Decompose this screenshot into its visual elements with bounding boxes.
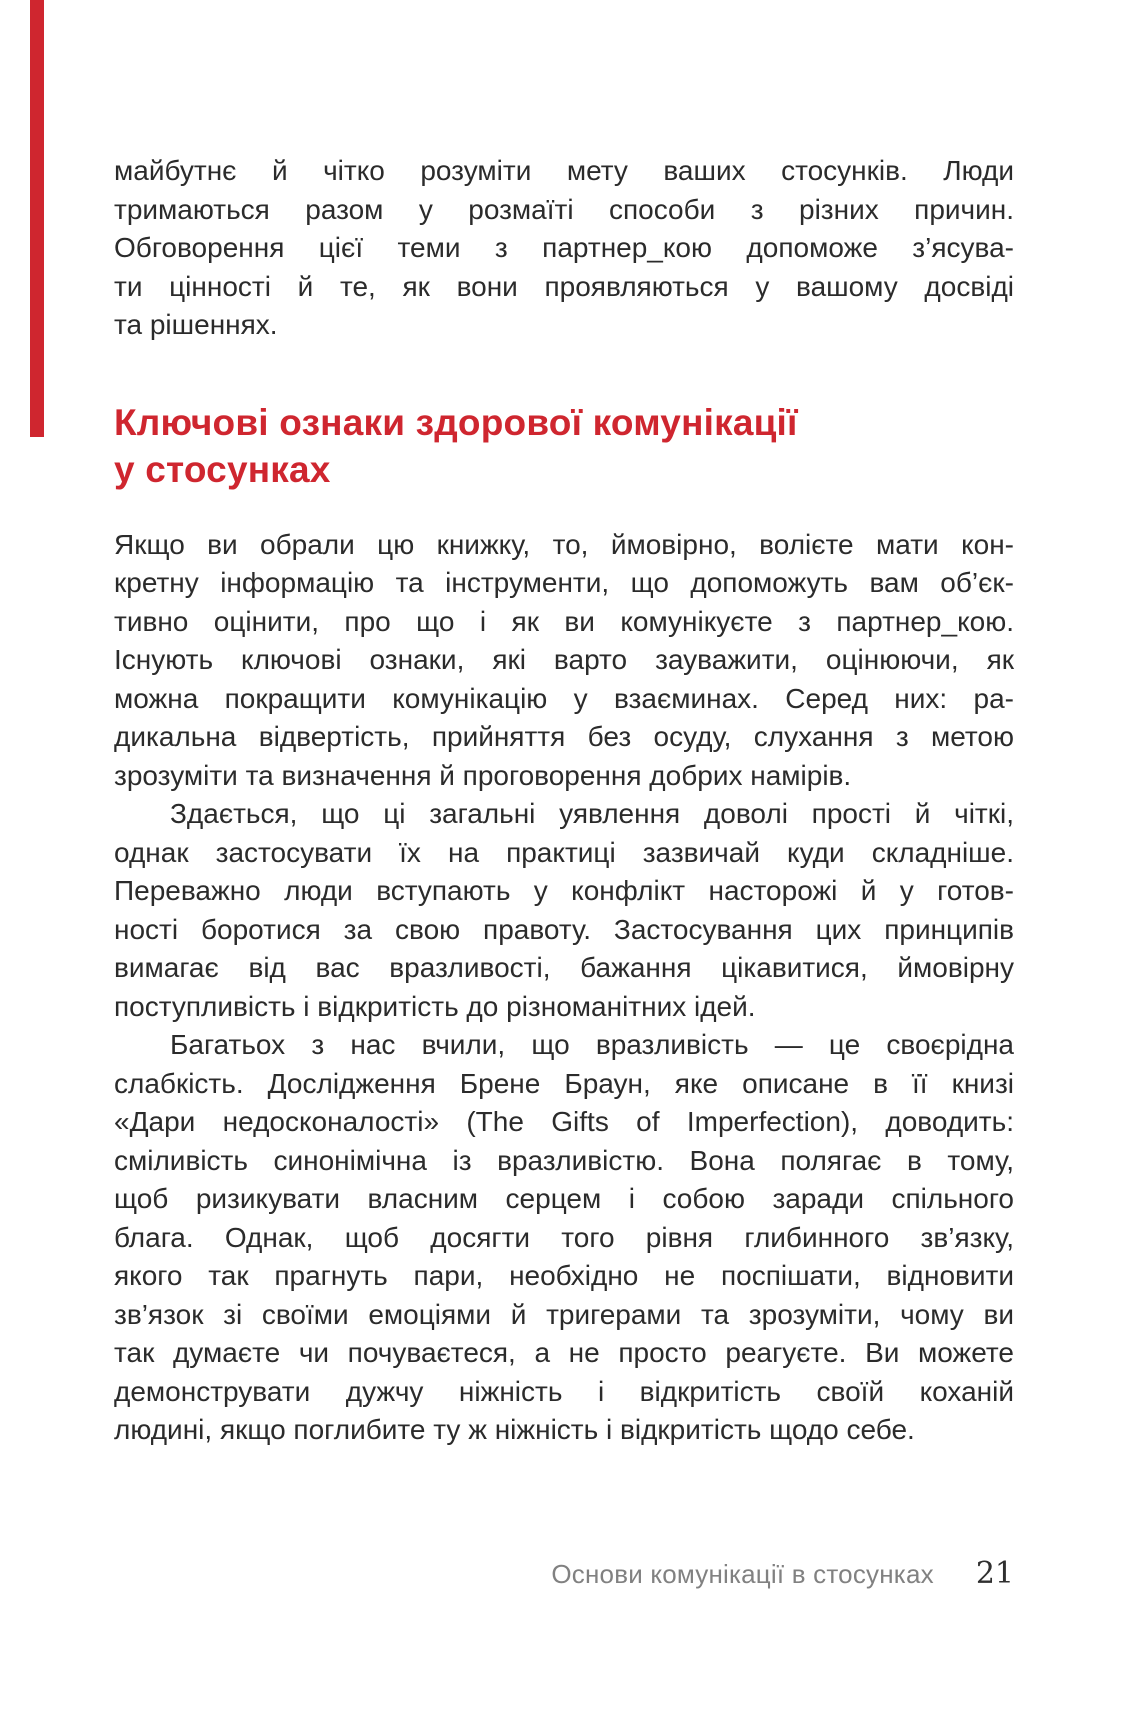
paragraph: Здається, що ці загальні уявлення доволі прості й чіткі, однак застосувати їх на практиці зазвичай куди складніше. Переважно люди вступають у конфлікт насторожі й у готов- ності боротися за свою правоту. Застосування цих принципів вимагає від вас вразливості, бажання цікавитися, ймовірну поступливість і відкритість до різноманітних ідей.	[114, 798, 1014, 1022]
section-heading: Ключові ознаки здорової комунікації у стосунках	[114, 401, 798, 490]
paragraph: Багатьох з нас вчили, що вразливість — це своєрідна слабкість. Дослідження Брене Браун, яке описане в її книзі «Дари недосконалості» (The Gifts of Imperfection), доводить: сміливість синонімічна із вразливістю. Вона полягає в тому, щоб ризикувати власним серцем і собою заради спільного блага. Однак, щоб досягти того рівня глибинного зв’язку, якого так прагнуть пари, необхідно не поспішати, відновити зв’язок зі своїми емоціями й тригерами та зрозуміти, чому ви так думаєте чи почуваєтеся, а не просто реагуєте. Ви можете демонструвати дужчу ніжність і відкритість своїй коханій людині, якщо поглибите ту ж ніжність і відкритість щодо себе.	[114, 1029, 1014, 1445]
page-footer	[114, 1556, 1014, 1591]
paragraph: Якщо ви обрали цю книжку, то, ймовірно, волієте мати кон- кретну інформацію та інструменти, що допоможуть вам об’єк- тивно оцінити, про що і як ви комунікуєте з партнер_кою. Існують ключові ознаки, які варто зауважити, оцінюючи, як можна покращити комунікацію у взаєминах. Серед них: ра- дикальна відвертість, прийняття без осуду, слухання з метою зрозуміти та визначення й проговорення добрих намірів.	[114, 528, 1014, 791]
page-content	[114, 152, 1014, 1450]
paragraph: майбутнє й чітко розуміти мету ваших стосунків. Люди тримаються разом у розмаїті способи з різних причин. Обговорення цієї теми з партнер_кою допоможе з’ясува- ти цінності й те, як вони проявляються у вашому досвіді та рішеннях.	[114, 155, 1014, 340]
page-number: 21	[975, 1556, 1014, 1591]
running-chapter-title: Основи комунікації в стосунках	[551, 1559, 934, 1589]
chapter-edge-marker	[30, 0, 44, 437]
